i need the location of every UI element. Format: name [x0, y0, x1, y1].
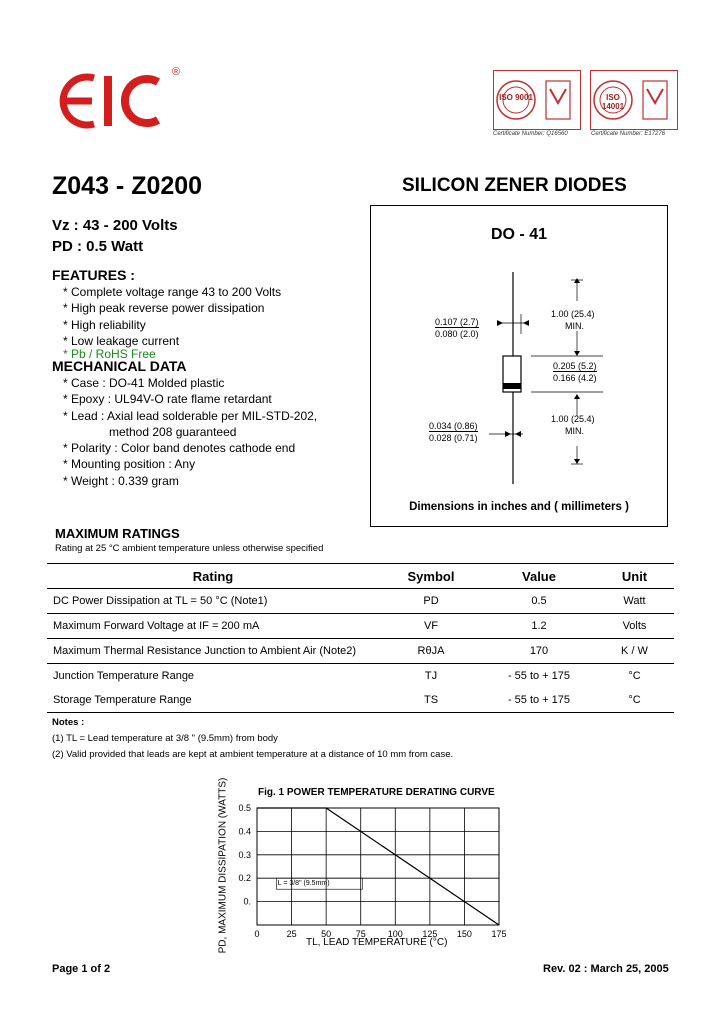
dim-body-dia-max: 0.107 (2.7) — [435, 317, 479, 327]
feature-item: * High peak reverse power dissipation — [63, 301, 265, 316]
notes-block — [52, 715, 453, 763]
column-header-rating: Rating — [192, 568, 234, 584]
mechanical-item: * Polarity : Color band denotes cathode end — [63, 441, 296, 456]
y-tick-label: 0.2 — [238, 873, 251, 884]
rating-cell: Maximum Thermal Resistance Junction to Ambient Air (Note2) — [53, 645, 357, 657]
revision-date: Rev. 02 : March 25, 2005 — [543, 963, 669, 975]
rating-cell: Junction Temperature Range — [53, 670, 195, 682]
note-item: (2) Valid provided that leads are kept at ambient temperature at a distance of 10 mm from case. — [52, 749, 454, 760]
value-cell: - 55 to + 175 — [507, 694, 571, 706]
rating-cell: Maximum Forward Voltage at IF = 200 mA — [53, 620, 260, 632]
table-row — [47, 639, 674, 664]
rating-cell: DC Power Dissipation at TL = 50 °C (Note1) — [53, 595, 268, 607]
symbol-cell: VF — [423, 620, 439, 632]
table-row — [47, 688, 674, 713]
symbol-cell: TS — [423, 694, 439, 706]
feature-item: * High reliability — [63, 317, 146, 332]
feature-item: * Low leakage current — [63, 333, 180, 348]
registered-mark: ® — [172, 66, 181, 78]
column-header-unit: Unit — [621, 568, 648, 584]
dim-lead-length-bot-min: MIN. — [565, 426, 584, 436]
y-tick-label: 0. — [243, 896, 251, 907]
feature-item: * Complete voltage range 43 to 200 Volts — [63, 285, 282, 299]
dim-lead-length-top: 1.00 (25.4) — [551, 309, 595, 319]
notes-heading: Notes : — [52, 717, 85, 728]
dimensions-caption: Dimensions in inches and ( millimeters ) — [409, 501, 629, 513]
feature-item-rohs: * Pb / RoHS Free — [63, 347, 156, 362]
eic-logo — [58, 66, 188, 134]
eic-logo-graphic — [58, 66, 188, 134]
symbol-cell: TJ — [424, 670, 438, 682]
ratings-header-row — [47, 564, 674, 589]
vz-spec: Vz : 43 - 200 Volts — [52, 217, 178, 234]
dim-lead-dia-min: 0.028 (0.71) — [429, 433, 478, 443]
dim-lead-dia-max: 0.034 (0.86) — [429, 421, 478, 431]
x-tick-label: 125 — [422, 929, 438, 939]
mechanical-item: * Lead : Axial lead solderable per MIL-STD-202, — [63, 408, 318, 423]
ratings-table — [47, 563, 674, 713]
y-tick-label: 0.4 — [238, 826, 251, 837]
dim-lead-length-top-min: MIN. — [565, 321, 584, 331]
x-tick-label: 175 — [491, 929, 507, 939]
iso-9001-certificate: Certificate Number: Q16560 — [493, 131, 568, 137]
ratings-subheading: Rating at 25 °C ambient temperature unless otherwise specified — [55, 543, 324, 554]
x-tick-label: 150 — [456, 929, 472, 939]
y-tick-label: 0.5 — [238, 803, 251, 813]
pd-spec: PD : 0.5 Watt — [52, 238, 144, 255]
package-box — [370, 205, 668, 527]
value-cell: 1.2 — [531, 620, 547, 632]
curve-annotation: L = 3/8" (9.5mm) — [277, 880, 330, 888]
plot-frame — [257, 808, 499, 925]
table-row — [47, 614, 674, 639]
x-tick-label: 0 — [254, 929, 260, 939]
dim-body-dia-min: 0.080 (2.0) — [435, 329, 479, 339]
derating-chart-title: Fig. 1 POWER TEMPERATURE DERATING CURVE — [258, 787, 495, 798]
value-cell: - 55 to + 175 — [507, 670, 571, 682]
x-tick-label: 50 — [321, 929, 332, 939]
iso-9001-badge — [493, 70, 581, 130]
mechanical-list — [63, 375, 317, 489]
package-name: DO - 41 — [490, 226, 547, 243]
dim-lead-length-bot: 1.00 (25.4) — [551, 414, 595, 424]
mechanical-item: * Mounting position : Any — [63, 457, 196, 472]
iso-14001-certificate: Certificate Number: E17276 — [591, 131, 666, 137]
category-title: SILICON ZENER DIODES — [402, 175, 627, 196]
unit-cell: K / W — [621, 645, 648, 657]
unit-cell: Watt — [623, 595, 646, 607]
symbol-cell: PD — [423, 595, 439, 607]
features-heading: FEATURES : — [52, 267, 135, 283]
page-number: Page 1 of 2 — [52, 963, 111, 975]
x-tick-label: 75 — [355, 929, 366, 939]
dim-body-length-min: 0.166 (4.2) — [553, 373, 597, 383]
value-cell: 0.5 — [531, 595, 547, 607]
do41-outline-drawing — [371, 206, 667, 526]
note-item: (1) TL = Lead temperature at 3/8 " (9.5mm) from body — [52, 733, 278, 744]
column-header-symbol: Symbol — [407, 568, 455, 584]
dim-body-length-max: 0.205 (5.2) — [553, 361, 597, 371]
x-tick-label: 25 — [286, 929, 297, 939]
table-row — [47, 589, 674, 614]
y-tick-label: 0.3 — [238, 849, 251, 860]
chart-x-axis-label: TL, LEAD TEMPERATURE (°C) — [306, 937, 448, 948]
rating-cell: Storage Temperature Range — [53, 694, 192, 706]
ratings-heading: MAXIMUM RATINGS — [55, 526, 180, 541]
features-list — [63, 284, 281, 360]
derating-curve — [257, 808, 499, 925]
iso-14001-label: ISO 14001 — [601, 93, 625, 111]
unit-cell: Volts — [622, 620, 647, 632]
iso-9001-label: ISO 9001 — [499, 93, 533, 102]
mechanical-item: * Weight : 0.339 gram — [63, 473, 179, 488]
column-header-value: Value — [522, 568, 556, 584]
mechanical-item: method 208 guaranteed — [109, 424, 237, 439]
x-tick-label: 100 — [387, 929, 403, 939]
derating-chart — [230, 800, 520, 950]
mechanical-item: * Case : DO-41 Molded plastic — [63, 376, 225, 390]
chart-y-axis-label: PD, MAXIMUM DISSIPATION (WATTS) — [217, 777, 229, 954]
mechanical-item: * Epoxy : UL94V-O rate flame retardant — [63, 392, 272, 407]
unit-cell: °C — [628, 694, 641, 706]
table-row — [47, 664, 674, 689]
part-title: Z043 - Z0200 — [52, 172, 203, 200]
mechanical-heading: MECHANICAL DATA — [52, 358, 187, 374]
value-cell: 170 — [529, 645, 549, 657]
symbol-cell: RθJA — [417, 645, 445, 657]
iso-14001-badge — [590, 70, 678, 130]
unit-cell: °C — [628, 670, 641, 682]
